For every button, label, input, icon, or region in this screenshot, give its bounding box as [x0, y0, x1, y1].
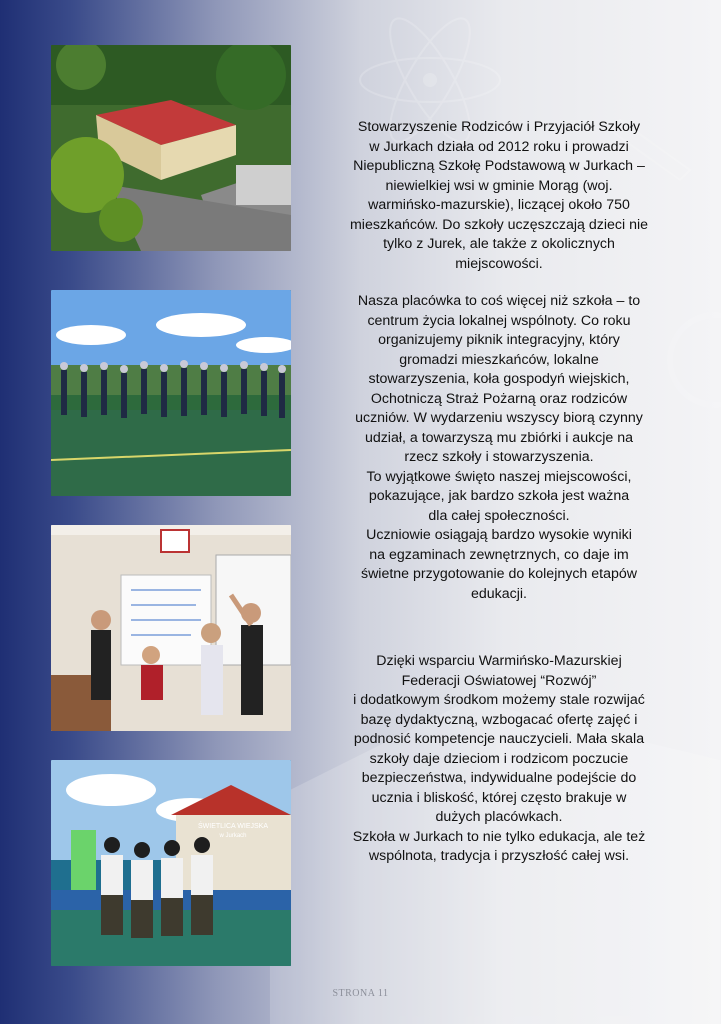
- text-line: stowarzyszenia, koła gospodyń wiejskich,: [368, 371, 630, 387]
- text-line: wspólnota, tradycja i przyszłość całej wsi.: [368, 848, 630, 864]
- text-line: Stowarzyszenie Rodziców i Przyjaciół Szkoły: [357, 119, 641, 135]
- text-line: miejscowości.: [455, 255, 543, 272]
- school-building-photo: [51, 45, 291, 251]
- support-paragraph: [320, 652, 678, 867]
- text-line: organizujemy piknik integracyjny, który: [378, 332, 620, 348]
- text-line: Nasza placówka to coś więcej niż szkoła – to: [357, 293, 641, 309]
- text-line: Ochotniczą Straż Pożarną oraz rodziców: [370, 390, 628, 407]
- text-line: Szkoła w Jurkach to nie tylko edukacja, ale też: [352, 828, 646, 845]
- text-line: na egzaminach zewnętrznych, co daje im: [369, 546, 629, 563]
- text-line: podnosić kompetencje nauczycieli. Mała skala: [353, 731, 645, 747]
- text-line: udział, a towarzyszą mu zbiórki i aukcje na: [364, 429, 634, 446]
- text-line: centrum życia lokalnej wspólnoty. Co roku: [367, 312, 631, 329]
- text-line: pokazujące, jak bardzo szkoła jest ważna: [368, 488, 630, 504]
- text-line: ucznia i bliskość, której często brakuje w: [371, 789, 627, 806]
- text-line: i dodatkowym środkom możemy stale rozwijać: [353, 692, 645, 708]
- classroom-photo: [51, 525, 291, 731]
- community-hall-sign-line1: ŚWIETLICA WIEJSKA: [197, 823, 269, 830]
- text-line: szkoły daje dzieciom i rodzicom poczucie: [369, 750, 629, 767]
- text-line: Uczniowie osiągają bardzo wysokie wyniki: [366, 527, 632, 543]
- text-line: To wyjątkowe święto naszej miejscowości,: [366, 468, 632, 485]
- text-line: Dzięki wsparciu Warmińsko-Mazurskiej: [376, 653, 622, 669]
- intro-paragraph: [320, 118, 678, 274]
- page-number: STRONA 11: [332, 988, 389, 999]
- text-line: uczniów. W wydarzeniu wszyscy biorą czynny: [355, 410, 643, 426]
- text-line: gromadzi mieszkańców, lokalne: [399, 351, 599, 368]
- text-line: warmińsko-mazurskie), liczącej około 750: [368, 197, 630, 213]
- text-line: edukacji.: [471, 585, 527, 602]
- text-line: dla całej społeczności.: [428, 507, 570, 524]
- text-line: świetne przygotowanie do kolejnych etapów: [360, 566, 638, 582]
- text-line: mieszkańców. Do szkoły uczęszczają dzieci nie: [349, 216, 649, 233]
- text-line: rzecz szkoły i stowarzyszenia.: [404, 449, 594, 465]
- text-line: niewielkiej wsi w gminie Morąg (woj.: [385, 177, 613, 194]
- text-line: w Jurkach działa od 2012 roku i prowadzi: [369, 138, 629, 155]
- students-field-photo: [51, 290, 291, 496]
- text-line: tylko z Jurek, ale także z okolicznych: [383, 236, 615, 252]
- text-line: dużych placówkach.: [435, 809, 563, 825]
- community-paragraph: [320, 292, 678, 604]
- community-hall-sign-line2: w Jurkach: [219, 833, 247, 839]
- text-line: Niepubliczną Szkołę Podstawową w Jurkach –: [353, 158, 645, 174]
- text-line: bezpieczeństwa, indywidualne podejście do: [361, 770, 637, 786]
- dance-performance-photo: [51, 760, 291, 966]
- text-line: bazę dydaktyczną, wzbogacać ofertę zajęć i: [360, 711, 638, 728]
- text-line: Federacji Oświatowej “Rozwój”: [401, 672, 597, 689]
